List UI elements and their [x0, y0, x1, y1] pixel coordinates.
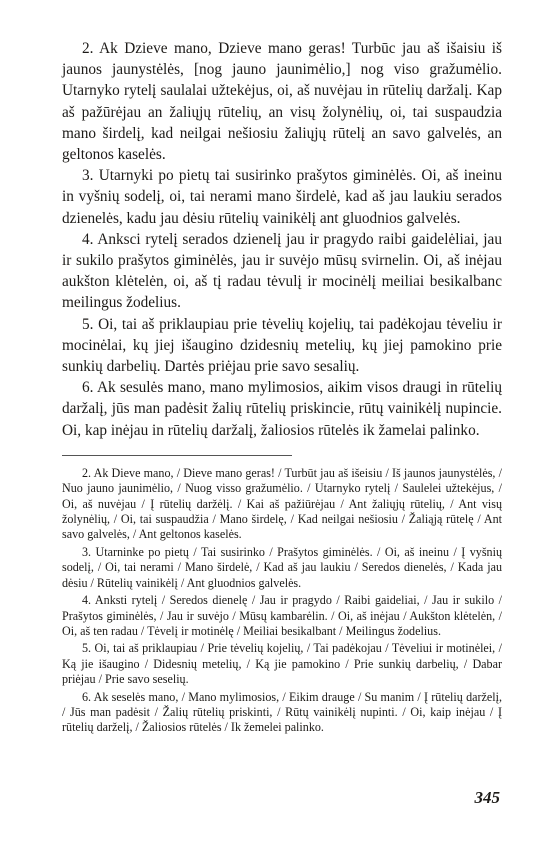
- paragraph-4: 4. Anksci rytelį serados dzienelį jau ir pragydo raibi gaidelėliai, jau ir sukilo prašytos giminėlės, jau ir suvėjo mūsų svirnelin. Oi, aš inėjau aukšton klėtelėn, oi, aš tį radau tėvulį ir mocinėlį meiliai besikalbanc meilingus žodelius.: [62, 230, 502, 312]
- paragraph-6: 6. Ak sesulės mano, mano mylimosios, aikim visos draugi in rūtelių daržalį, jūs man padėsit žalių rūtelių priskincie, rūtų vainikėlį nupincie. Oi, kap inėjau in rūtelių daržalį, žaliosios rūtelės ik žamelai palinko.: [62, 379, 502, 439]
- footnote-divider: [62, 455, 292, 456]
- footnote-4: 4. Anksti rytelį / Seredos dienelę / Jau ir pragydo / Raibi gaideliai, / Jau ir sukilo / Prašytos giminėlės, / Jau ir suvėjo / Mūsų kambarėlin. / Oi, aš inėjau / Aukšton klėtelėn, / Oi, aš ten radau / Tėvelį ir motinėlę / Meiliai besikalbant / Meilingus žodelius.: [62, 593, 502, 638]
- book-page: [62, 38, 502, 738]
- song-text: [62, 38, 502, 441]
- footnote-6: 6. Ak seselės mano, / Mano mylimosios, / Eikim drauge / Su manim / Į rūtelių darželį, / Jūs man padėsit / Žalių rūtelių priskinti, / Rūtų vainikėlį nupinti. / Oi, kaip inėjau / Į rūtelių darželį, / Žaliosios rūtelės / Ik žemelei palinko.: [62, 689, 502, 735]
- paragraph-3: 3. Utarnyki po pietų tai susirinko prašytos giminėlės. Oi, aš ineinu in vyšnių sodelį, oi, tai nerami mano širdelė, kad aš jau laukiu serados dzienelės, kadu jau dėsiu rūtelių vainikėlį ant gluodnios galvelės.: [62, 167, 502, 227]
- footnote-2: 2. Ak Dieve mano, / Dieve mano geras! / Turbūt jau aš išeisiu / Iš jaunos jaunystėlės, / Nuo jauno jaunimėlio, / Nuog visso gražumėlio. / Utarnyko rytelį / Saulelei užtekėjus, / Oi, aš nuvėjau / Į rūtelių daržėlį. / Kai aš pažiūrėjau / Ant žaliųjų rūtelių, / Ant visų žolynėlių, / Oi, tai suspaudžia / Mano širdelę, / Kad neilgai nešiosiu / Žaliąją rūtelę / Ant savo galvelės, / Ant geltonos kaselės.: [62, 465, 502, 542]
- footnotes: [62, 466, 502, 736]
- paragraph-2: 2. Ak Dzieve mano, Dzieve mano geras! Turbūc jau aš išaisiu iš jaunos jaunystėlės, [nog jauno jaunimėlio,] nog viso gražumėlio. Utarnyko rytelį saulalai užtekėjus, oi, aš nuvėjau in rūtelių daržalį. Kap aš pažūrėjau an žaliųjų rūtelių, an visų žolynėlių, oi, tai suspaudzia mano širdelį, kad neilgai nešiosiu žaliųjų rūtelį an savo galvelės, an geltonos kaselės.: [62, 40, 502, 164]
- footnote-3: 3. Utarninke po pietų / Tai susirinko / Prašytos giminėlės. / Oi, aš ineinu / Į vyšnių sodelį, / Oi, tai nerami / Mano širdelė, / Kad aš jau laukiu / Seredos dienelės, / Kada jau dėsiu / Rūtelių vainikėlį / Ant gluodnios galvelės.: [62, 544, 502, 590]
- footnote-5: 5. Oi, tai aš priklaupiau / Prie tėvelių kojelių, / Tai padėkojau / Tėveliui ir motinėlei, / Ką jie išaugino / Didesnių metelių, / Ką jie pamokino / Prie sunkių darbelių, / Dabar priėjau / Prie savo seselių.: [62, 641, 502, 687]
- page-number: 345: [474, 788, 500, 807]
- paragraph-5: 5. Oi, tai aš priklaupiau prie tėvelių kojelių, tai padėkojau tėveliu ir mocinėlai, kų jiej išaugino dzidesnių metelių, kų jiej pamokino prie sunkių darbelių. Dartės priėjau prie savo sesalių.: [62, 315, 502, 376]
